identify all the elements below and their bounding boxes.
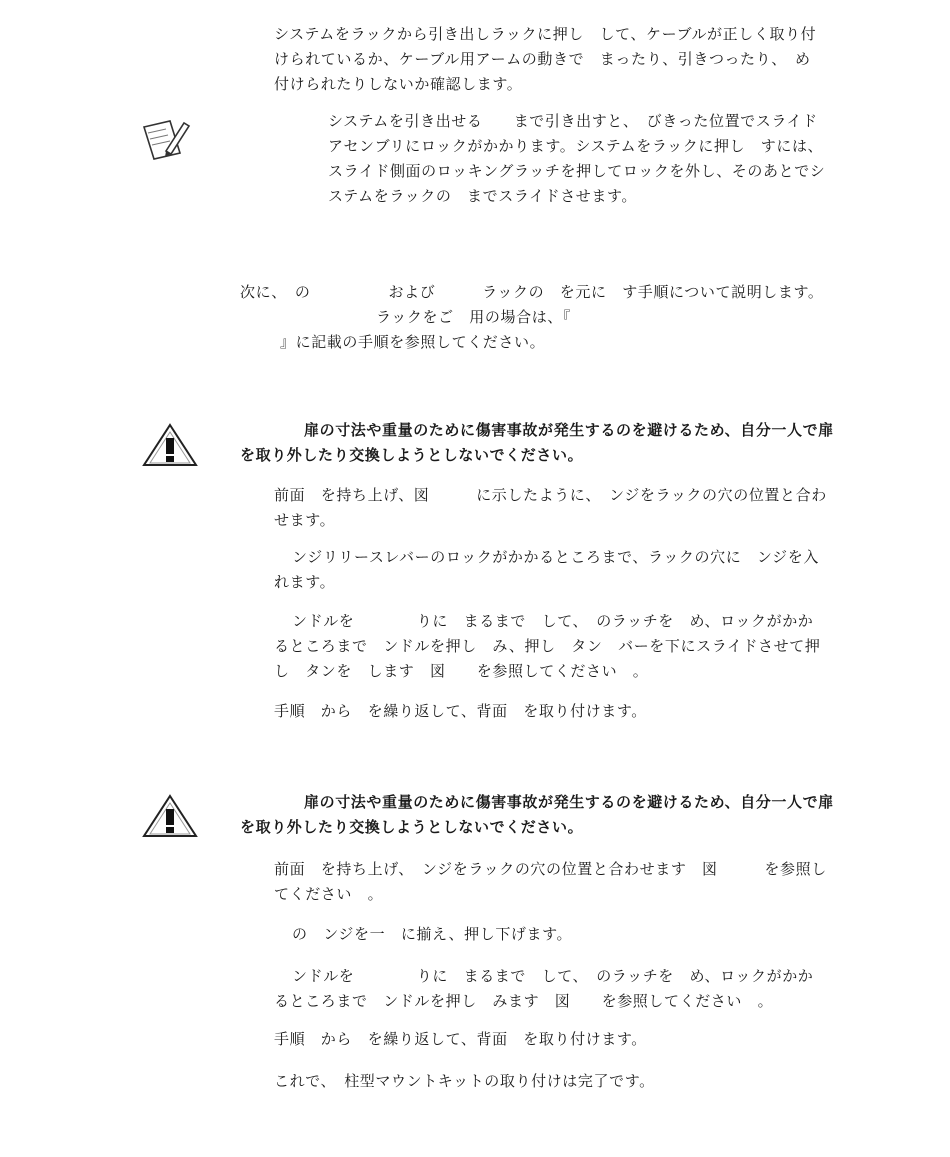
text-line: ラックをご 用の場合は、『 (376, 308, 572, 326)
text-line: るところまで ンドルを押し み、押し タン バーを下にスライドさせて押 (274, 637, 821, 655)
step-paragraph (274, 609, 820, 684)
text-line: スライド側面のロッキングラッチを押してロックを外し、そのあとでシ (328, 162, 826, 180)
text-line: 前面 を持ち上げ、図 に示したように、 ンジをラックの穴の位置と合わ (274, 486, 827, 504)
text-line: 付けられたりしないか確認します。 (274, 75, 523, 93)
step-paragraph (274, 857, 827, 907)
text-line: るところまで ンドルを押し みます 図 を参照してください 。 (274, 992, 774, 1010)
step-paragraph (274, 1069, 655, 1094)
step-paragraph (274, 699, 647, 724)
text-line: システムをラックから引き出しラックに押し して、ケーブルが正しく取り付 (274, 25, 817, 43)
text-line: ンドルを りに まるまで して、 のラッチを め、ロックがかか (292, 967, 814, 985)
text-line: これで、 柱型マウントキットの取り付けは完了です。 (274, 1072, 655, 1090)
text-line: ンドルを りに まるまで して、 のラッチを め、ロックがかか (292, 612, 814, 630)
text-line: 前面 を持ち上げ、 ンジをラックの穴の位置と合わせます 図 を参照し (274, 860, 827, 878)
text-line: し タンを します 図 を参照してください 。 (274, 662, 649, 680)
top-paragraph (274, 22, 816, 97)
text-line: の ンジを一 に揃え、押し下げます。 (292, 925, 573, 943)
note-pencil-icon (140, 117, 192, 161)
caution-text (240, 790, 834, 840)
caution-triangle-icon (141, 422, 199, 468)
step-paragraph (274, 922, 572, 947)
text-line: 』に記載の手順を参照してください。 (280, 333, 546, 351)
text-line: 次に、 の および ラックの を元に す手順について説明します。 (240, 283, 824, 301)
caution-triangle-icon (141, 793, 199, 839)
step-paragraph (274, 964, 813, 1014)
note-text (328, 109, 825, 209)
intro-paragraph (240, 280, 824, 355)
text-line: 手順 から を繰り返して、背面 を取り付けます。 (274, 1030, 647, 1048)
caution-text (240, 418, 834, 468)
step-paragraph (274, 483, 827, 533)
text-line: 手順 から を繰り返して、背面 を取り付けます。 (274, 702, 647, 720)
step-paragraph (274, 1027, 647, 1052)
text-line: ンジリリースレバーのロックがかかるところまで、ラックの穴に ンジを入 (292, 548, 819, 566)
text-line: てください 。 (274, 885, 384, 903)
text-line: アセンブリにロックがかかります。システムをラックに押し すには、 (328, 137, 824, 155)
text-line: を取り外したり交換しようとしないでください。 (240, 446, 584, 464)
text-line: を取り外したり交換しようとしないでください。 (240, 818, 584, 836)
text-line: ステムをラックの までスライドさせます。 (328, 187, 638, 205)
text-line: れます。 (274, 573, 336, 591)
text-line: 扉の寸法や重量のために傷害事故が発生するのを避けるため、自分一人で扉 (304, 793, 834, 811)
text-line: システムを引き出せる まで引き出すと、 びきった位置でスライド (328, 112, 818, 130)
text-line: けられているか、ケーブル用アームの動きで まったり、引きつったり、 め (274, 50, 811, 68)
text-line: 扉の寸法や重量のために傷害事故が発生するのを避けるため、自分一人で扉 (304, 421, 834, 439)
step-paragraph (274, 545, 819, 595)
text-line: せます。 (274, 511, 336, 529)
